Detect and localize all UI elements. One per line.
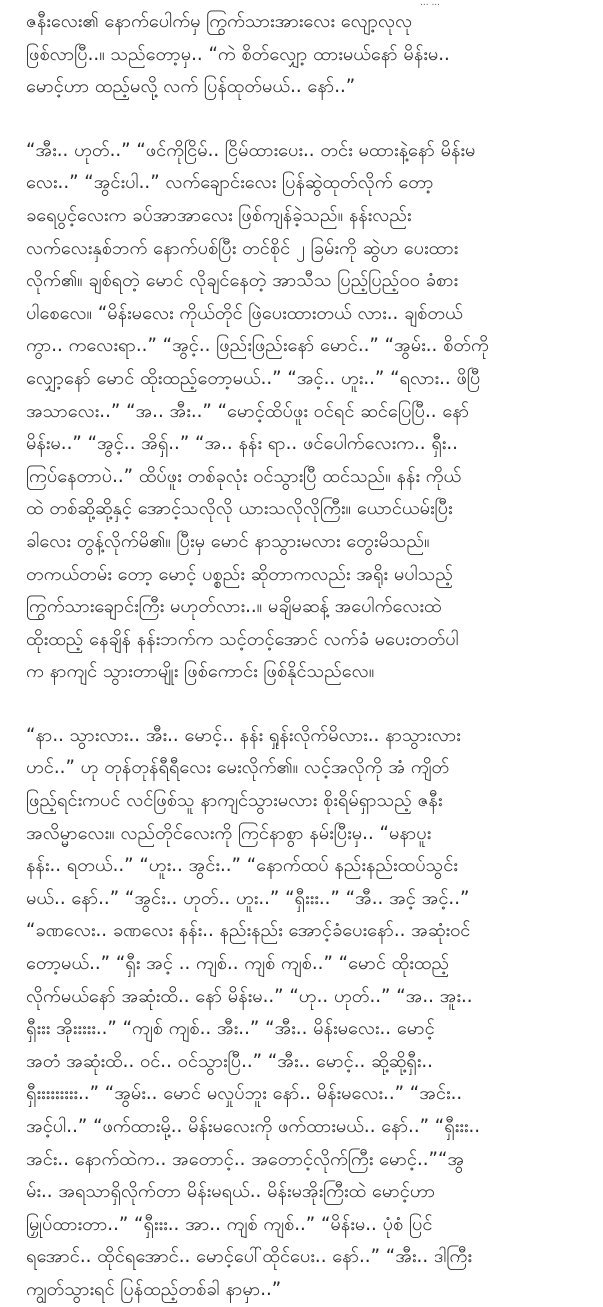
text-line: အလိမ္မာလေး။ လည်တိုင်လေးကို ကြင်နာစွာ နမ်းပြီးမှ.. “မနာပူး: [26, 822, 432, 844]
text-line: ရှီးးးးးးးးး..” “အွမ်း.. မောင် မလှုပ်ဘူး နော်.. မိန်းမလေး..” “အင်း..: [26, 1083, 463, 1105]
text-line: အသာလေး..” “အ.. အီး..” “မောင့်ထိပ်ဖူး ဝင်ရင် ဆင်ပြေပြီ.. နော်: [26, 400, 470, 422]
text-line: တော့မယ်..” “ရှီး အင့် .. ကျစ်.. ကျစ် ကျစ်..” “မောင် ထိုးထည့်: [26, 953, 450, 975]
text-line: က နာကျင် သွားတာမျိုး ဖြစ်ကောင်း ဖြစ်နိုင်သည်လေ။: [26, 661, 375, 683]
text-line: “နာ.. သွားလား.. အီး.. မောင့်.. နန်း ရှုန်းလိုက်မိလား.. နာသွားလား: [26, 724, 461, 746]
text-line: မောင့်ဟာ ထည့်မလို့ လက် ပြန်ထုတ်မယ်.. နော်..”: [26, 76, 356, 98]
text-line: ရအောင်.. ထိုင်ရအောင်.. မောင့်ပေါ်ထိုင်ပေး.. နော်..” “အီး.. ဒါကြီး: [26, 1246, 472, 1268]
text-line: နန်း.. ရတယ်..” “ဟူး.. အွင်း..” “နောက်ထပ် နည်းနည်းထပ်သွင်း: [26, 855, 458, 877]
text-line: လက်လေးနှစ်ဘက် နောက်ပစ်ပြီး တင်စိုင် ၂ ခြမ်းကို ဆွဲဟ ပေးထား: [26, 237, 459, 259]
text-line: ခါလေး တွန့်လိုက်မိ၏။ ပြီးမှ မောင် နာသွားမလား တွေးမိသည်။: [26, 530, 430, 552]
text-line: လေး..” “အွင်းပါ..” လက်ချောင်းလေး ပြန်ဆွဲထုတ်လိုက် တော့: [26, 172, 434, 194]
text-line: ထဲ တစ်ဆို့ဆို့နှင့် အောင့်သလိုလို ယားသလိုလိုကြီး။ ယောင်ယမ်းပြီး: [26, 498, 453, 520]
text-line: ဖြစ်လာပြီ..။ သည်တော့မှ.. “ကဲ စိတ်လျှော့ ထားမယ်နော် မိန်းမ..: [26, 43, 450, 65]
text-line: အင်း.. နောက်ထဲက.. အတောင့်.. အတောင့်လိုက်ကြီး မောင့်..”“အွ: [26, 1148, 465, 1170]
text-line: အင့်ပါ..” “ဖက်ထားမို့.. မိန်းမလေးကို ဖက်ထားမယ်.. နော်..” “ရှီးးး..: [26, 1116, 481, 1137]
text-line: မယ်.. နော်..” “အွင်း.. ဟုတ်.. ဟူး..” “ရှီးးး..” “အီ.. အင့် အင့်..”: [26, 887, 470, 909]
text-line: လိုက်မယ်နော် အဆုံးထိ.. နော် မိန်းမ..” “ဟု.. ဟုတ်..” “အ.. အူး..: [26, 985, 473, 1007]
text-line: ကြပ်နေတာပဲ..” ထိပ်ဖူး တစ်ခုလုံး ဝင်သွားပြီ ထင်သည်။ နန်း ကိုယ်: [26, 465, 462, 487]
text-line: ကြွက်သားချောင်းကြီး မဟုတ်လား..။ မချိမဆန့် အပေါက်လေးထဲ: [26, 596, 442, 618]
text-line: ရှီးးး အိုးးးးး..” “ကျစ် ကျစ်.. အီး..” “အီး.. မိန်းမလေး.. မောင့်: [26, 1018, 435, 1040]
paragraph-3: [26, 720, 586, 1307]
text-line: လျှော့နော် မောင် ထိုးထည့်တော့မယ်..” “အင့်.. ဟူး..” “ရလား.. ဖိပြီ: [26, 367, 481, 389]
text-line: ပါစေလေ။ “မိန်းမလေး ကိုယ်တိုင် ဖြဲပေးထားတယ် လား.. ချစ်တယ်: [26, 302, 463, 324]
story-text: [26, 6, 586, 1307]
text-line: မြှုပ်ထားတာ..” “ရှီးးး.. အာ.. ကျစ် ကျစ်..” “မိန်းမ.. ပုံစံ ပြင်: [26, 1213, 433, 1235]
text-line: ဇနီးလေး၏ နောက်ပေါက်မှ ကြွက်သားအားလေး လျော့လုလု: [26, 11, 413, 32]
text-line: မိန်းမ..” “အွင့်.. အိရှ်..” “အ.. နန်း ရာ.. ဖင်ပေါက်လေးက.. ရှီး..: [26, 433, 458, 455]
text-line: ကျွတ်သွားရင် ပြန်ထည့်တစ်ခါ နာမှာ..”: [26, 1278, 282, 1300]
text-line: ဖြည့်ရင်းကပင် လင်ဖြစ်သူ နာကျင်သွားမလား စိုးရိမ်ရှာသည့် ဇနီး: [26, 790, 443, 812]
text-line: ထိုးထည့် နေချိန် နန်းဘက်က သင့်တင့်အောင် လက်ခံ မပေးတတ်ပါ: [26, 628, 459, 650]
paragraph-1: [26, 6, 586, 104]
text-line: ဟင်..” ဟု တုန်တုန်ရီရီလေး မေးလိုက်၏။ လင့်အလိုကို အံ ကျိတ်: [26, 757, 450, 779]
text-line: လိုက်၏။ ချစ်ရတဲ့ မောင် လိုချင်နေတဲ့ အာသီသ ပြည့်ပြည့်ဝဝ ခံစား: [26, 270, 459, 292]
text-line: “အီး.. ဟုတ်..” “ဖင်ကိုငြိမ်.. ငြိမ်ထားပေး.. တင်း မထားနဲ့နော် မိန်းမ: [26, 139, 476, 161]
paragraph-gap: [26, 689, 586, 720]
text-line: အတံ အဆုံးထိ.. ဝင်.. ဝင်သွားပြီ..” “အီး.. မောင့်.. ဆို့ဆို့ရှီး..: [26, 1050, 433, 1072]
text-line: တကယ်တမ်း တော့ မောင့် ပစ္စည်း ဆိုတာကလည်း အရိုး မပါသည့်: [26, 563, 453, 585]
paragraph-gap: [26, 104, 586, 135]
text-line: “ခဏလေး.. ခဏလေး နန်း.. နည်းနည်း အောင့်ခံပေးနော်.. အဆုံးဝင်: [26, 920, 471, 942]
top-cropped-text: ... ...: [420, 0, 441, 8]
paragraph-2: [26, 135, 586, 689]
text-line: မ်း.. အရသာရှိလိုက်တာ မိန်းမရယ်.. မိန်းမအိုးကြီးထဲ မောင့်ဟာ: [26, 1181, 436, 1203]
text-line: ခရေပွင့်လေးက ခပ်အာအာလေး ဖြစ်ကျန်ခဲ့သည်။ နန်းလည်း: [26, 204, 412, 226]
text-line: ကွာ.. ကလေးရာ..” “အွင့်.. ဖြည်းဖြည်းနော် မောင်..” “အွမ်း.. စိတ်ကို: [26, 335, 489, 357]
